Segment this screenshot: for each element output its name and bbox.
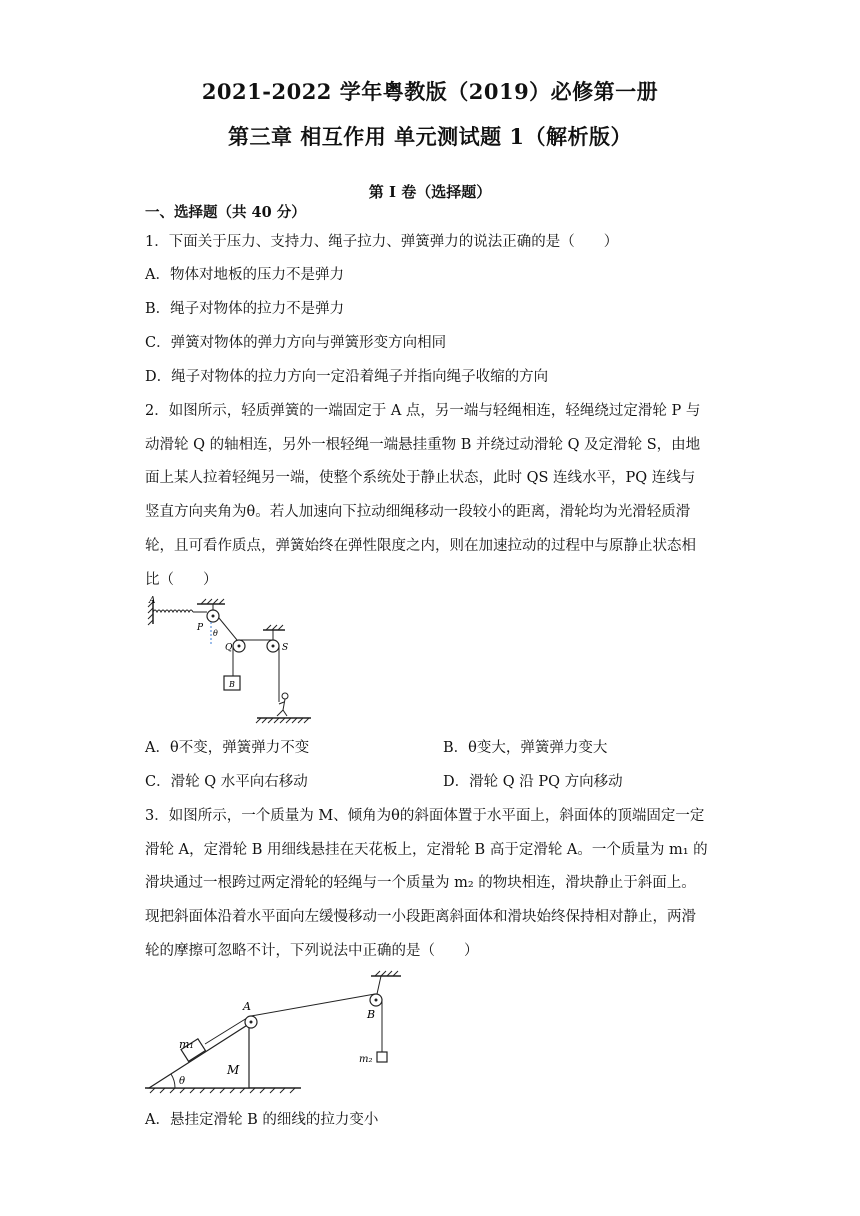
document-title-line1: 2021-2022 学年粤教版（2019）必修第一册 — [201, 79, 659, 104]
q3-label-b: B — [367, 1008, 376, 1021]
q2-stem-line2: 动滑轮 Q 的轴相连，另外一根轻绳一端悬挂重物 B 并绕过动滑轮 Q 及定滑轮 S，由地 — [145, 437, 701, 453]
q3-label-m2: m₂ — [359, 1054, 373, 1065]
q3-label-a: A — [243, 1000, 251, 1013]
q2-label-q: Q — [225, 643, 233, 653]
q3-label-theta: θ — [179, 1076, 186, 1087]
q2-label-a: A — [149, 596, 156, 606]
q2-stem-line4: 竖直方向夹角为θ。若人加速向下拉动细绳移动一段较小的距离，滑轮均为光滑轻质滑 — [145, 504, 691, 520]
q2-stem-line1: 2．如图所示，轻质弹簧的一端固定于 A 点，另一端与轻绳相连，轻绳绕过定滑轮 P 与 — [145, 403, 701, 419]
document-title-line2: 第三章 相互作用 单元测试题 1（解析版） — [227, 124, 633, 149]
q2-option-a: A．θ不变，弹簧弹力不变 — [145, 740, 310, 756]
q2-label-p: P — [197, 623, 204, 633]
block-m2 — [377, 1052, 387, 1062]
q2-option-d: D．滑轮 Q 沿 PQ 方向移动 — [443, 774, 623, 790]
q3-stem-line3: 滑块通过一根跨过两定滑轮的轻绳与一个质量为 m₂ 的物块相连，滑块静止于斜面上。 — [145, 875, 696, 891]
incline-m — [149, 1024, 249, 1088]
part1-heading: 一、选择题（共 40 分） — [145, 204, 306, 221]
q2-stem-line3: 面上某人拉着轻绳另一端，使整个系统处于静止状态，此时 QS 连线水平，PQ 连线与 — [145, 470, 696, 486]
q2-option-c: C．滑轮 Q 水平向右移动 — [145, 774, 308, 790]
q1-option-b: B．绳子对物体的拉力不是弹力 — [145, 301, 345, 317]
q3-stem-line5: 轮的摩擦可忽略不计，下列说法中正确的是（ ） — [145, 943, 479, 959]
q2-label-theta: θ — [213, 629, 218, 638]
q3-stem-line2: 滑轮 A，定滑轮 B 用细线悬挂在天花板上，定滑轮 B 高于定滑轮 A。一个质量为 m₁ 的 — [145, 842, 708, 858]
q2-label-s: S — [282, 643, 289, 653]
q3-stem-line1: 3．如图所示，一个质量为 M、倾角为θ的斜面体置于水平面上，斜面体的顶端固定一定 — [145, 808, 705, 824]
q2-option-b: B．θ变大，弹簧弹力变大 — [443, 740, 608, 756]
q3-label-m: M — [227, 1063, 240, 1077]
q3-label-m1: m₁ — [179, 1038, 194, 1051]
q2-stem-line6: 比（ ） — [145, 572, 218, 588]
q2-label-b: B — [229, 680, 235, 689]
q1-stem: 1．下面关于压力、支持力、绳子拉力、弹簧弹力的说法正确的是（ ） — [145, 234, 619, 250]
q3-option-a: A．悬挂定滑轮 B 的细线的拉力变小 — [145, 1112, 379, 1128]
q1-option-d: D．绳子对物体的拉力方向一定沿着绳子并指向绳子收缩的方向 — [145, 369, 549, 385]
q3-stem-line4: 现把斜面体沿着水平面向左缓慢移动一小段距离斜面体和滑块始终保持相对静止，两滑 — [145, 909, 696, 925]
volume-title: 第 I 卷（选择题） — [368, 183, 492, 201]
spring — [153, 610, 193, 612]
q2-stem-line5: 轮，且可看作质点，弹簧始终在弹性限度之内，则在加速拉动的过程中与原静止状态相 — [145, 538, 696, 554]
q2-pulley-figure — [145, 592, 325, 732]
q1-option-c: C．弹簧对物体的弹力方向与弹簧形变方向相同 — [145, 335, 447, 351]
q3-incline-figure — [145, 966, 415, 1096]
q1-option-a: A．物体对地板的压力不是弹力 — [145, 267, 344, 283]
